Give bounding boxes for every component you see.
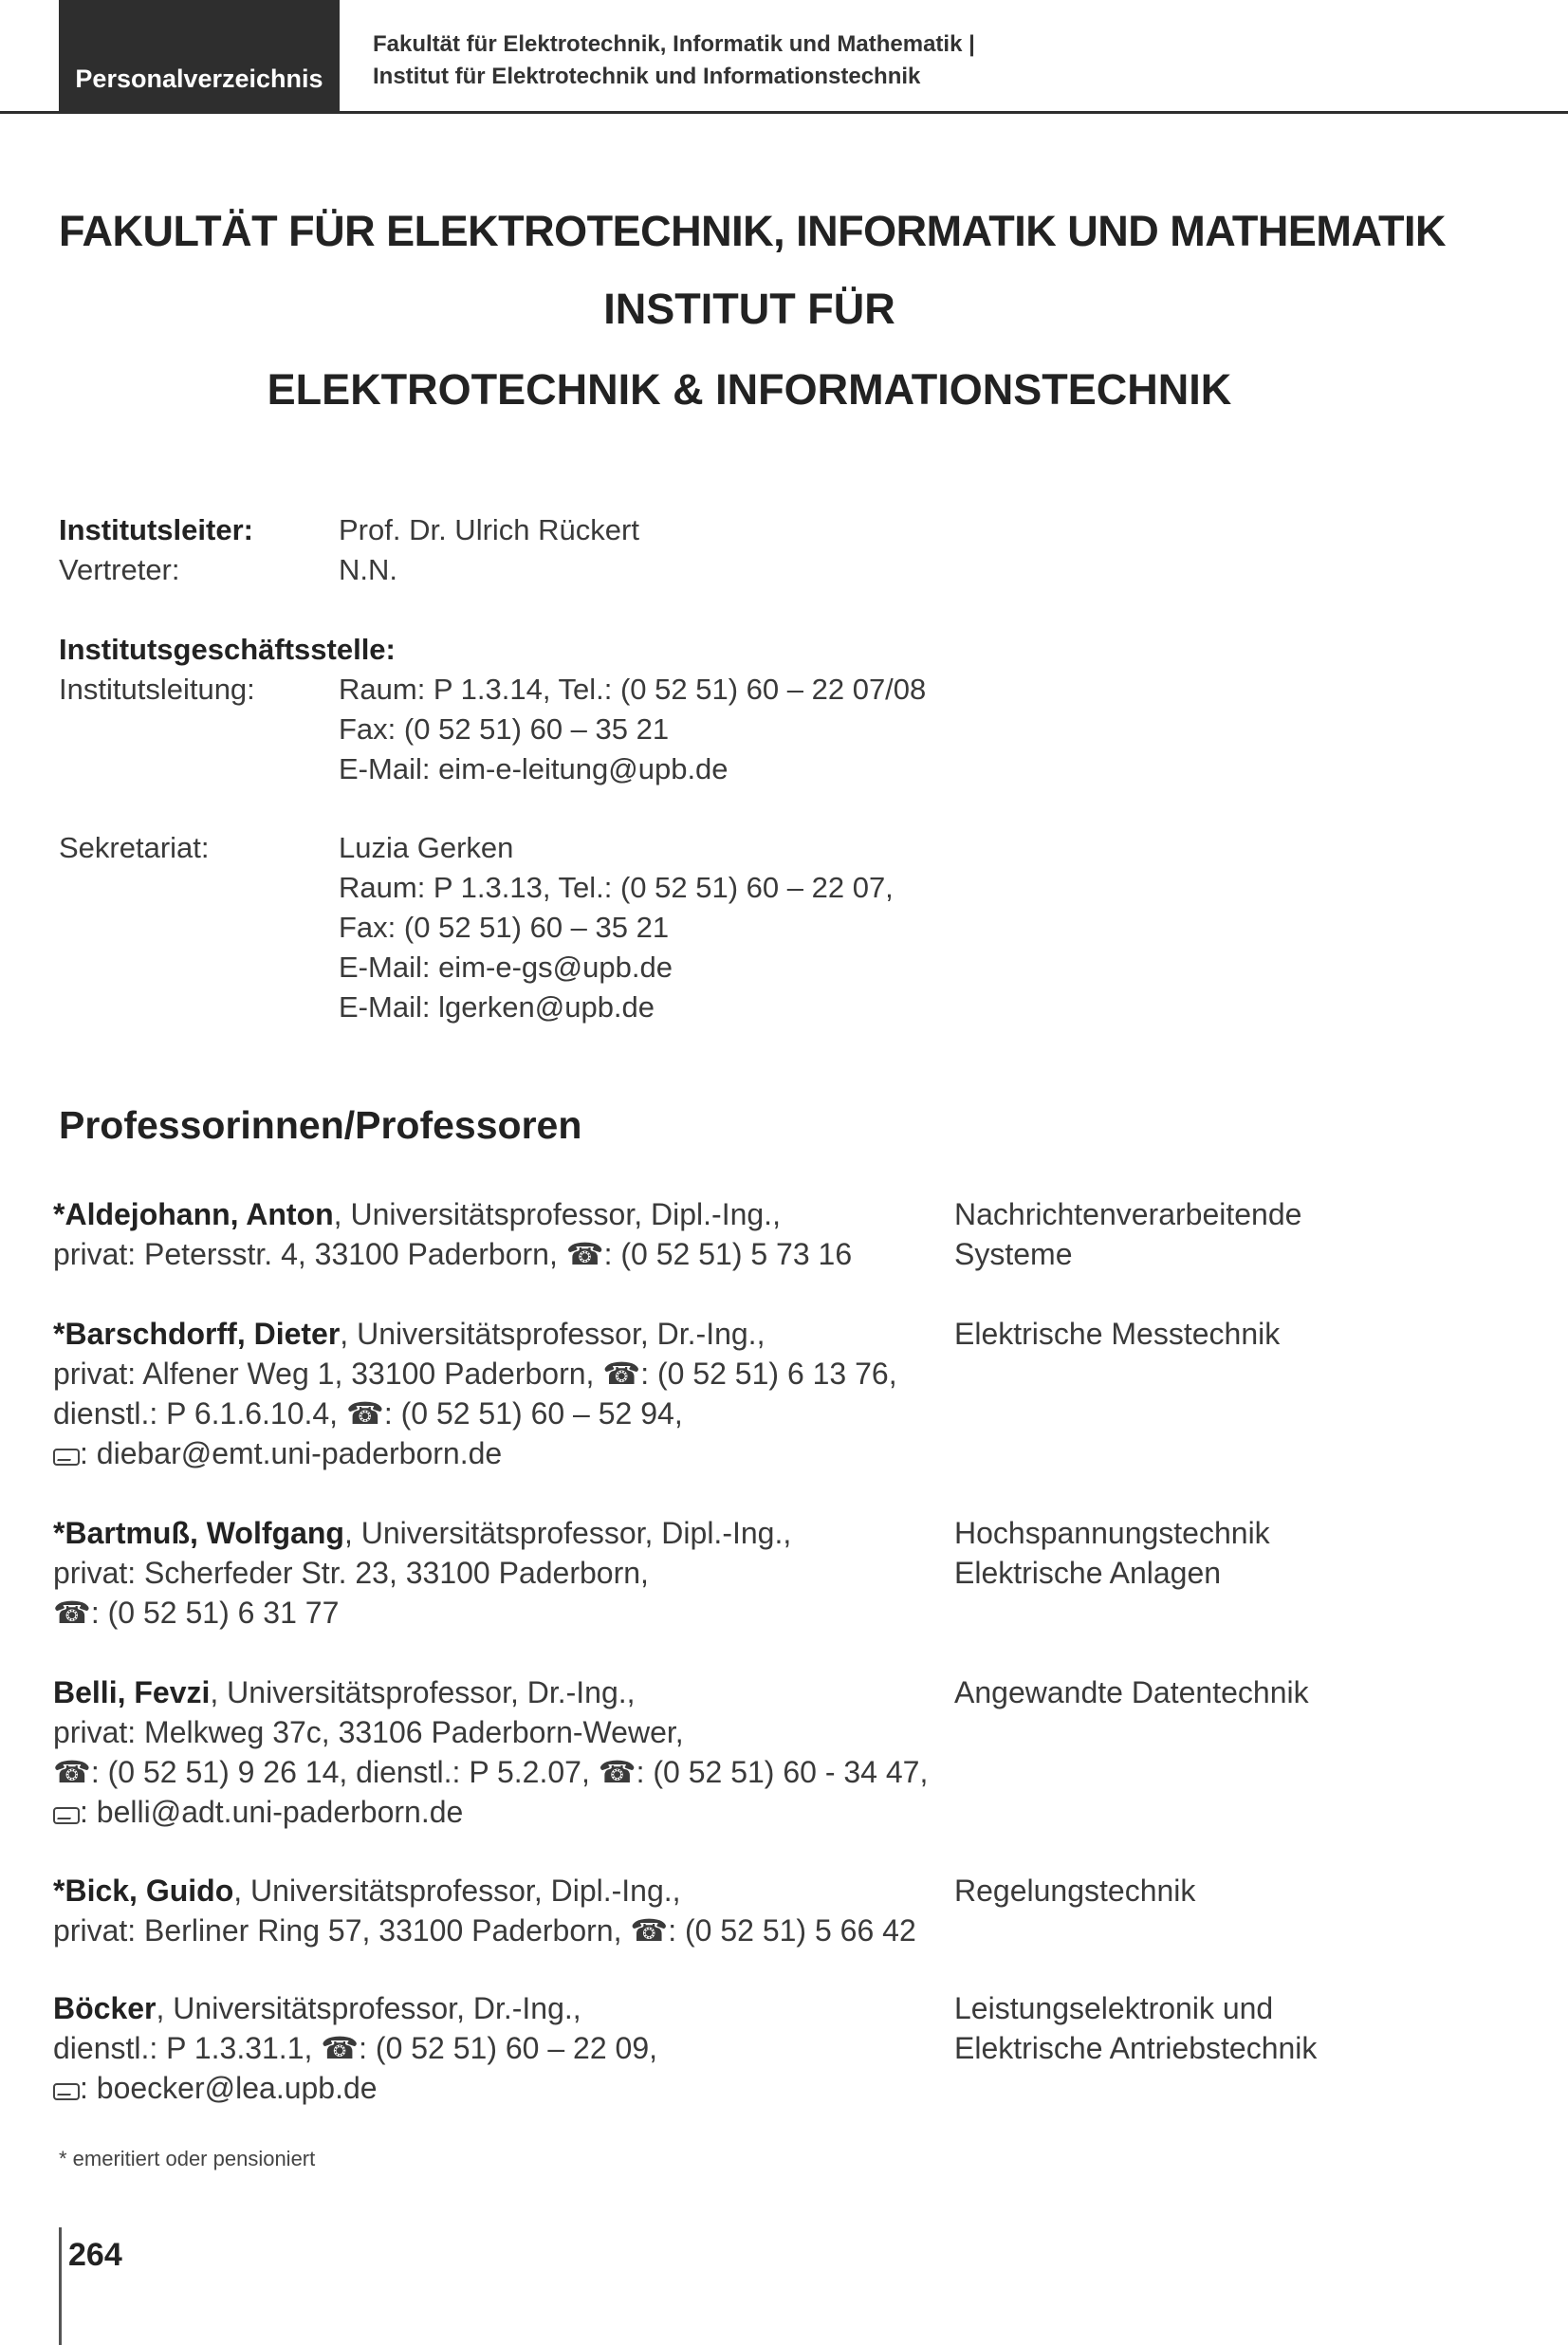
professor-title: , Universitätsprofessor, Dr.-Ing., — [210, 1675, 636, 1709]
area-line: Elektrische Antriebstechnik — [954, 2031, 1318, 2065]
professor-details — [53, 1672, 935, 1832]
professor-details — [53, 1314, 935, 1473]
area-line: Regelungstechnik — [954, 1874, 1196, 1908]
area-line: Hochspannungstechnik — [954, 1516, 1270, 1550]
area-line: Systeme — [954, 1237, 1073, 1271]
professor-name: *Barschdorff, Dieter — [53, 1317, 341, 1351]
area-line: Elektrische Anlagen — [954, 1556, 1222, 1590]
professor-contact-line: ☎: (0 52 51) 6 31 77 — [53, 1596, 340, 1630]
professor-name: Böcker — [53, 1991, 157, 2025]
professor-contact-line: dienstl.: P 1.3.31.1, ☎: (0 52 51) 60 – 22 09, — [53, 2031, 658, 2065]
professor-name: *Bick, Guido — [53, 1874, 234, 1908]
professor-contact-line: privat: Petersstr. 4, 33100 Paderborn, ☎: (0 52 51) 5 73 16 — [53, 1237, 853, 1271]
office-leitung-line-1: Raum: P 1.3.14, Tel.: (0 52 51) 60 – 22 07/08 — [339, 673, 927, 706]
office-leitung-line-3: E-Mail: eim-e-leitung@upb.de — [339, 752, 729, 785]
professor-area — [954, 1988, 1485, 2068]
professor-title: , Universitätsprofessor, Dipl.-Ing., — [233, 1874, 681, 1908]
area-line: Leistungselektronik und — [954, 1991, 1274, 2025]
area-line: Nachrichtenverarbeitende — [954, 1197, 1302, 1231]
leiter-label: Institutsleiter: — [59, 513, 253, 546]
running-header-line-1: Fakultät für Elektrotechnik, Informatik und Mathematik | — [373, 31, 975, 57]
vertreter-value: N.N. — [339, 553, 397, 586]
sekretariat-label: Sekretariat: — [59, 831, 210, 864]
running-header-line-2: Institut für Elektrotechnik und Informationstechnik — [373, 64, 921, 89]
professor-title: , Universitätsprofessor, Dipl.-Ing., — [343, 1516, 792, 1550]
professor-details — [53, 1513, 935, 1633]
professor-area — [954, 1513, 1485, 1593]
office-leitung-label: Institutsleitung: — [59, 673, 255, 706]
sekretariat-line-1: Luzia Gerken — [339, 831, 514, 864]
professor-contact-line: ☎: (0 52 51) 9 26 14, dienstl.: P 5.2.07, ☎: (0 52 51) 60 - 34 47, — [53, 1755, 929, 1789]
professors-heading: Professorinnen/Professoren — [59, 1103, 582, 1147]
professor-title: , Universitätsprofessor, Dipl.-Ing., — [333, 1197, 781, 1231]
running-header — [373, 28, 975, 93]
professor-contact-line: dienstl.: P 6.1.6.10.4, ☎: (0 52 51) 60 – 52 94, — [53, 1396, 683, 1431]
professor-details — [53, 1988, 935, 2108]
institute-title-line-1: INSTITUT FÜR — [603, 285, 895, 333]
area-line: Elektrische Messtechnik — [954, 1317, 1281, 1351]
email-icon — [53, 1449, 80, 1466]
professor-name: Belli, Fevzi — [53, 1675, 211, 1709]
footnote: * emeritiert oder pensioniert — [59, 2147, 316, 2170]
professor-details — [53, 1194, 935, 1274]
professor-contact-line: privat: Scherfeder Str. 23, 33100 Paderborn, — [53, 1556, 649, 1590]
professor-contact-line: privat: Alfener Weg 1, 33100 Paderborn, ☎: (0 52 51) 6 13 76, — [53, 1357, 897, 1391]
professor-title: , Universitätsprofessor, Dr.-Ing., — [156, 1991, 581, 2025]
email-icon — [53, 1807, 80, 1824]
faculty-title: FAKULTÄT FÜR ELEKTROTECHNIK, INFORMATIK UND MATHEMATIK — [59, 207, 1446, 255]
professor-name: *Aldejohann, Anton — [53, 1197, 334, 1231]
area-line: Angewandte Datentechnik — [954, 1675, 1309, 1709]
sekretariat-line-5: E-Mail: lgerken@upb.de — [339, 990, 655, 1024]
section-tab: Personalverzeichnis — [59, 0, 340, 111]
professor-title: , Universitätsprofessor, Dr.-Ing., — [340, 1317, 766, 1351]
professor-email: : diebar@emt.uni-paderborn.de — [80, 1436, 503, 1470]
header-rule — [0, 111, 1568, 114]
professor-area — [954, 1871, 1485, 1911]
professor-area — [954, 1672, 1485, 1712]
leiter-value: Prof. Dr. Ulrich Rückert — [339, 513, 639, 546]
page-number-rule — [59, 2227, 62, 2345]
professor-name: *Bartmuß, Wolfgang — [53, 1516, 344, 1550]
sekretariat-line-3: Fax: (0 52 51) 60 – 35 21 — [339, 911, 670, 944]
professor-contact-line: privat: Melkweg 37c, 33106 Paderborn-Wewer, — [53, 1715, 684, 1749]
institute-title-line-2: ELEKTROTECHNIK & INFORMATIONSTECHNIK — [267, 365, 1232, 414]
vertreter-label: Vertreter: — [59, 553, 180, 586]
professor-area — [954, 1194, 1485, 1274]
professor-email: : belli@adt.uni-paderborn.de — [80, 1795, 464, 1829]
page-number: 264 — [68, 2237, 122, 2273]
sekretariat-line-2: Raum: P 1.3.13, Tel.: (0 52 51) 60 – 22 07, — [339, 871, 894, 904]
professor-email: : boecker@lea.upb.de — [80, 2071, 378, 2105]
professor-details — [53, 1871, 935, 1950]
office-heading: Institutsgeschäftsstelle: — [59, 633, 396, 666]
professor-contact-line: privat: Berliner Ring 57, 33100 Paderborn, ☎: (0 52 51) 5 66 42 — [53, 1913, 916, 1948]
page-header — [0, 0, 1568, 114]
email-icon — [53, 2083, 80, 2100]
office-leitung-line-2: Fax: (0 52 51) 60 – 35 21 — [339, 712, 670, 746]
professor-area — [954, 1314, 1485, 1354]
sekretariat-line-4: E-Mail: eim-e-gs@upb.de — [339, 951, 673, 984]
